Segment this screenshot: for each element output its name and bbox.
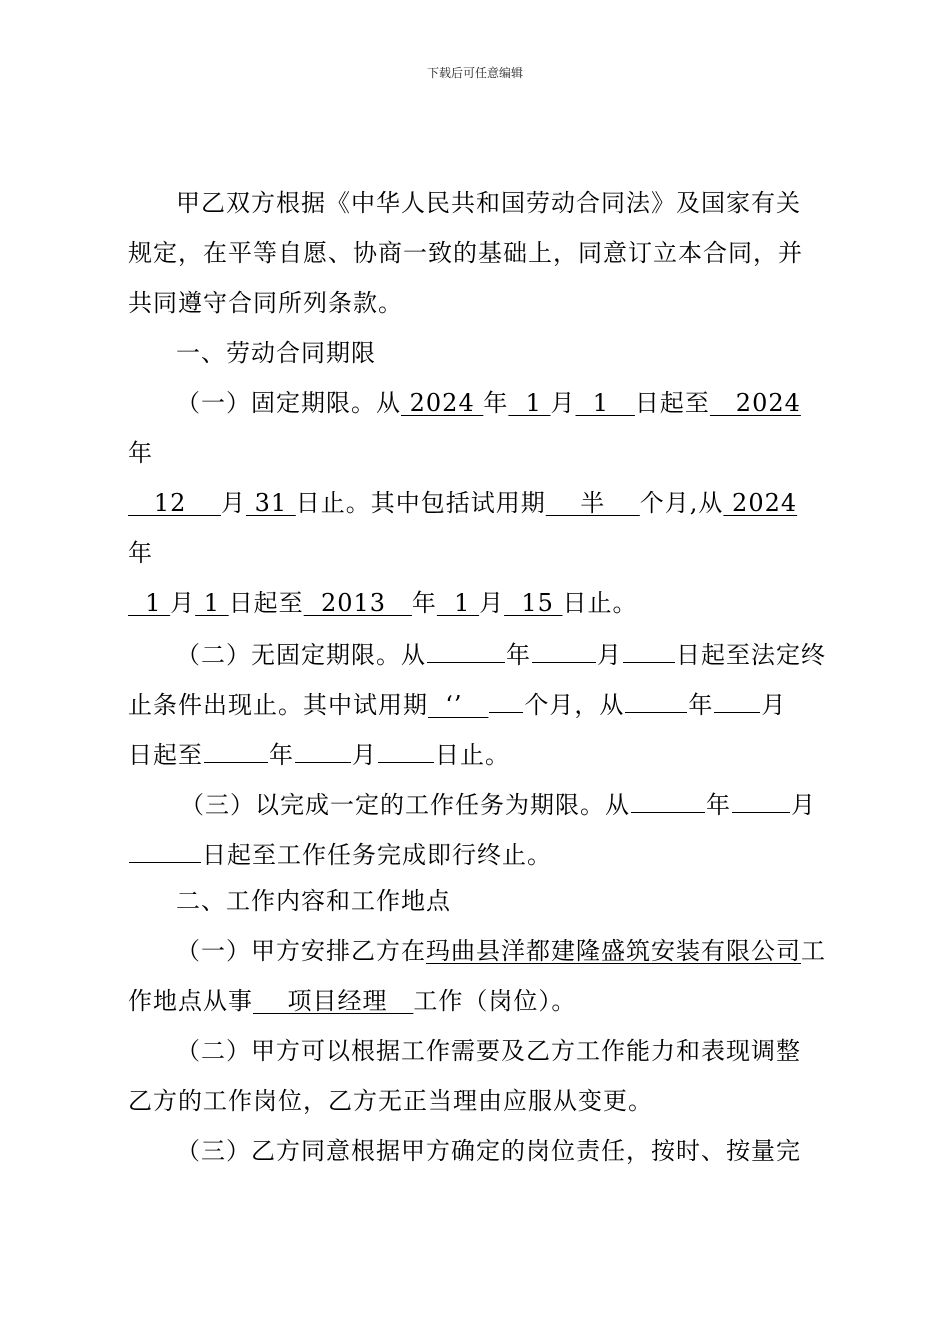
- work-position-suffix: 工作（岗位）。: [413, 987, 577, 1015]
- open-label-day-to-2: 日起至: [128, 741, 203, 769]
- task-label-month: 月: [791, 791, 816, 819]
- open-label-end: 日止。: [435, 741, 510, 769]
- open-term-line-2: [128, 688, 786, 720]
- open-probation-blank: [489, 688, 523, 713]
- end-month: 12: [128, 489, 221, 517]
- end-day: 31: [245, 489, 296, 517]
- task-start-month-blank: [732, 788, 790, 813]
- label-end: 日止。: [562, 589, 638, 617]
- section-2-title: 二、工作内容和工作地点: [176, 887, 451, 915]
- fixed-term-line-2: 年: [128, 439, 153, 467]
- start-day: 1: [575, 389, 635, 417]
- open-start-month-blank: [532, 638, 596, 663]
- open-p-start-year-blank: [625, 688, 687, 713]
- label-month-3: 月: [170, 589, 196, 617]
- company-name: 玛曲县洋都建隆盛筑安装有限公司: [426, 937, 801, 965]
- task-label-year: 年: [706, 791, 731, 819]
- intro-line-3: 共同遵守合同所列条款。: [128, 289, 403, 317]
- task-start-day-blank: [129, 838, 201, 863]
- probation-months: 半: [545, 489, 640, 517]
- label-month: 月: [550, 389, 576, 417]
- open-p-end-year-blank: [204, 738, 268, 763]
- open-label-month-2: 月: [761, 691, 787, 719]
- open-probation-from: 个月，从: [524, 691, 625, 719]
- work-position-prefix: 作地点从事: [128, 987, 253, 1015]
- open-prefix: （二）无固定期限。从: [176, 641, 426, 669]
- probation-start-year: 2024: [723, 489, 798, 517]
- adjust-position-line-2: 乙方的工作岗位，乙方无正当理由应服从变更。: [128, 1087, 653, 1115]
- work-location-line-2: [128, 986, 576, 1016]
- probation-end-day: 15: [504, 589, 563, 617]
- probation-end-month: 1: [436, 589, 480, 617]
- position-title: 项目经理: [253, 987, 414, 1015]
- end-year: 2024: [709, 389, 801, 417]
- intro-line-1: 甲乙双方根据《中华人民共和国劳动合同法》及国家有关: [176, 189, 801, 217]
- fixed-term-line-3: [128, 488, 797, 518]
- section-1-title: 一、劳动合同期限: [176, 339, 376, 367]
- open-term-line-3: [128, 738, 510, 770]
- intro-line-2: 规定，在平等自愿、协商一致的基础上，同意订立本合同，并: [128, 239, 803, 267]
- page-header: 下载后可任意编辑: [426, 66, 523, 80]
- task-end-text: 日起至工作任务完成即行终止。: [202, 841, 552, 869]
- open-start-day-blank: [623, 638, 675, 663]
- open-term-line-1: [176, 638, 826, 670]
- open-label-year-3: 年: [269, 741, 294, 769]
- label-month-4: 月: [479, 589, 505, 617]
- fixed-prefix: （一）固定期限。从: [176, 389, 401, 417]
- task-term-line-1: [180, 788, 816, 820]
- work-location-suffix: 工: [801, 937, 826, 965]
- fixed-term-line-1: [176, 388, 801, 418]
- open-label-day-to: 日起至法定终: [676, 641, 826, 669]
- adjust-position-line-1: （二）甲方可以根据工作需要及乙方工作能力和表现调整: [176, 1037, 801, 1065]
- task-term-line-2: [128, 838, 552, 870]
- open-label-month: 月: [597, 641, 622, 669]
- fixed-term-line-5: [128, 588, 638, 618]
- probation-end-year: 2013: [303, 589, 412, 617]
- start-month: 1: [508, 389, 551, 417]
- open-label-month-3: 月: [352, 741, 377, 769]
- open-probation-text: 止条件出现止。其中试用期: [128, 691, 428, 719]
- open-start-year-blank: [427, 638, 505, 663]
- probation-start-month: 1: [128, 589, 171, 617]
- open-p-start-month-blank: [714, 688, 760, 713]
- fixed-term-line-4: 年: [128, 539, 153, 567]
- label-year: 年: [483, 389, 509, 417]
- open-probation-months: ‘’: [428, 691, 489, 719]
- open-label-year-2: 年: [688, 691, 714, 719]
- label-day-to-2: 日起至: [228, 589, 304, 617]
- work-location-line-1: [176, 936, 826, 966]
- start-year: 2024: [401, 389, 484, 417]
- probation-text: 日止。其中包括试用期: [295, 489, 546, 517]
- work-location-prefix: （一）甲方安排乙方在: [176, 937, 426, 965]
- label-day-to: 日起至: [634, 389, 710, 417]
- label-month-2: 月: [220, 489, 246, 517]
- open-p-end-month-blank: [295, 738, 351, 763]
- task-start-year-blank: [631, 788, 705, 813]
- open-p-end-day-blank: [378, 738, 434, 763]
- duty-line-1: （三）乙方同意根据甲方确定的岗位责任，按时、按量完: [176, 1137, 801, 1165]
- label-year-4: 年: [411, 589, 437, 617]
- probation-from: 个月,从: [639, 489, 724, 517]
- task-prefix: （三）以完成一定的工作任务为期限。从: [180, 791, 630, 819]
- probation-start-day: 1: [195, 589, 229, 617]
- open-label-year: 年: [506, 641, 531, 669]
